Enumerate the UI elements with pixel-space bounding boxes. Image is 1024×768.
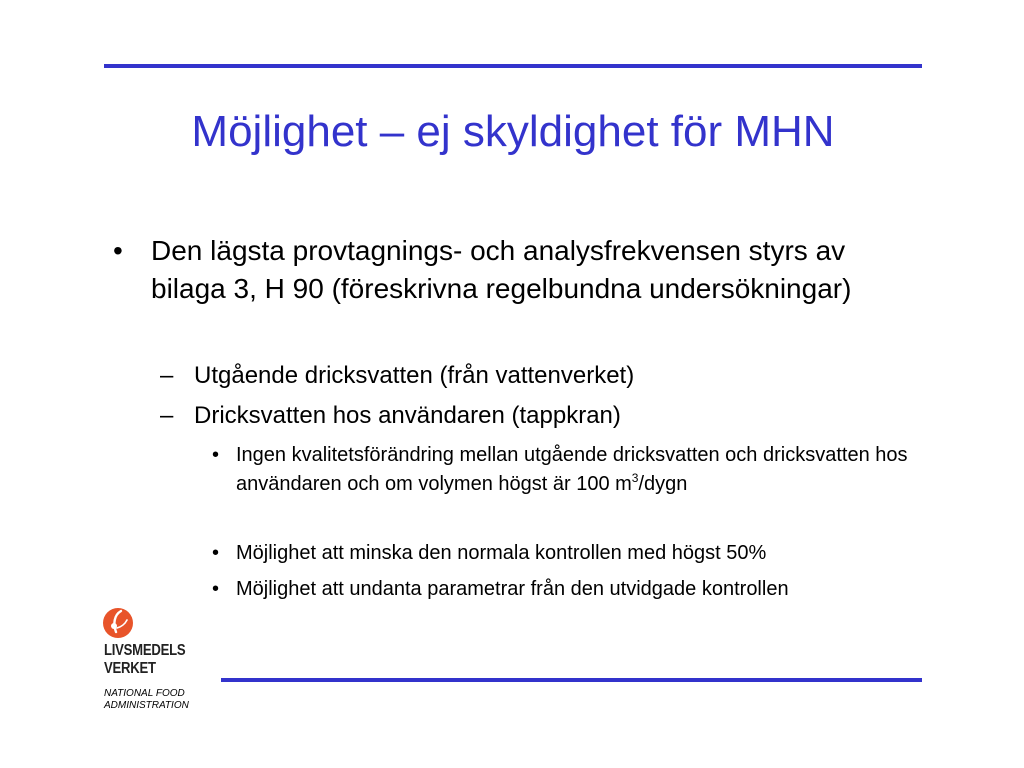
- sub-sub-bullet-reduce: [212, 539, 922, 568]
- sub-sub-bullet-quality: [212, 441, 922, 499]
- bullet-marker: •: [113, 235, 123, 266]
- bullet-marker: •: [212, 542, 220, 564]
- sub-bullet-tap-water: [160, 401, 621, 431]
- logo-wordmark: LIVSMEDELS VERKET: [104, 642, 186, 677]
- slide-title: Möjlighet – ej skyldighet för MHN: [191, 107, 835, 156]
- livsmedelsverket-logo-icon: [102, 606, 134, 640]
- top-divider: [104, 64, 922, 68]
- bullet-marker: •: [212, 444, 220, 466]
- sub-bullet-outgoing-water: [160, 361, 634, 391]
- dash-marker: –: [160, 362, 174, 389]
- bullet-text: Den lägsta provtagnings- och analysfrekvensen styrs av bilaga 3, H 90 (föreskrivna regelbundna undersökningar): [151, 235, 852, 304]
- sub-bullet-text: Dricksvatten hos användaren (tappkran): [194, 402, 621, 429]
- bottom-divider: [221, 678, 922, 682]
- logo-subtitle: NATIONAL FOOD ADMINISTRATION: [104, 688, 189, 711]
- dash-marker: –: [160, 402, 174, 429]
- sub-bullet-text: Utgående dricksvatten (från vattenverket): [194, 362, 635, 389]
- sub-sub-bullet-text: Möjlighet att undanta parametrar från den utvidgade kontrollen: [236, 578, 789, 600]
- sub-sub-bullet-text: Möjlighet att minska den normala kontrollen med högst 50%: [236, 542, 767, 564]
- bullet-level1: [113, 232, 913, 308]
- sub-sub-bullet-text: Ingen kvalitetsförändring mellan utgående dricksvatten och dricksvatten hos användaren och om volymen högst är 100 $m^3$/dygn: [236, 444, 908, 495]
- sub-sub-bullet-exclude: [212, 575, 922, 604]
- superscript: 3: [631, 471, 639, 485]
- bullet-marker: •: [212, 578, 220, 600]
- agency-logo: [100, 606, 220, 716]
